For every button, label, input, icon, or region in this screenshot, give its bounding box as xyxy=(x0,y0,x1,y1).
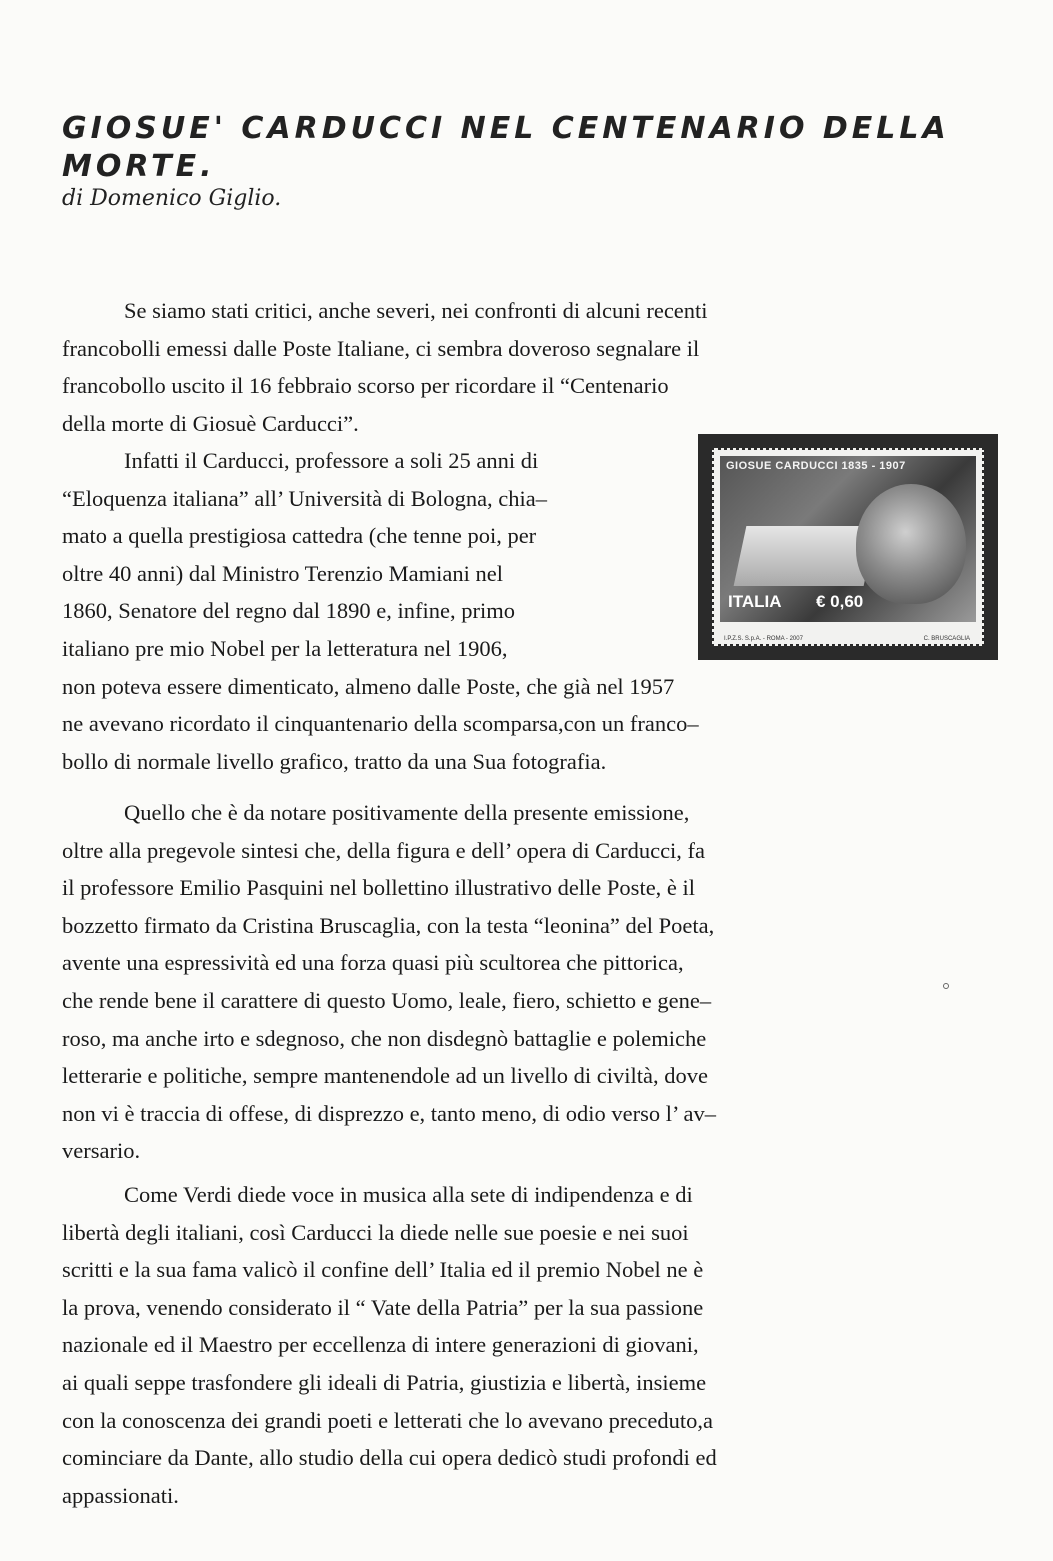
text-line: versario. xyxy=(62,1138,141,1164)
text-line: oltre alla pregevole sintesi che, della figura e dell’ opera di Carducci, fa xyxy=(62,837,706,863)
text-line: cominciare da Dante, allo studio della cui opera dedicò studi profondi ed xyxy=(62,1445,717,1471)
stamp-frame xyxy=(712,448,984,646)
paragraph-3 xyxy=(62,794,716,1170)
text-line: francobolli emessi dalle Poste Italiane, ci sembra doveroso segnalare il xyxy=(62,335,700,361)
text-line: con la conoscenza dei grandi poeti e letterati che lo avevano preceduto,a xyxy=(62,1407,713,1433)
text-line: libertà degli italiani, così Carducci la diede nelle sue poesie e nei suoi xyxy=(62,1219,689,1245)
scan-speck xyxy=(943,983,949,989)
text-line: Come Verdi diede voce in musica alla sete di indipendenza e di xyxy=(124,1182,693,1207)
text-line: della morte di Giosuè Carducci”. xyxy=(62,410,359,436)
text-line: letterarie e politiche, sempre mantenendole ad un livello di civiltà, dove xyxy=(62,1063,709,1089)
text-line: “Eloquenza italiana” all’ Università di Bologna, chia– xyxy=(62,485,548,511)
article-title: GIOSUE' CARDUCCI NEL CENTENARIO DELLA MORTE. xyxy=(62,111,950,184)
stamp-country: ITALIA xyxy=(728,592,782,611)
text-line: italiano pre mio Nobel per la letteratura nel 1906, xyxy=(62,635,508,661)
text-line: Infatti il Carducci, professore a soli 25 anni di xyxy=(124,448,539,473)
book-illustration xyxy=(734,526,877,586)
text-line: Quello che è da notare positivamente della presente emissione, xyxy=(124,800,690,825)
text-line: oltre 40 anni) dal Ministro Terenzio Mamiani nel xyxy=(62,560,504,586)
text-line: francobollo uscito il 16 febbraio scorso per ricordare il “Centenario xyxy=(62,373,669,399)
paragraph-2 xyxy=(62,442,699,780)
stamp-printer-credit: I.P.Z.S. S.p.A. - ROMA - 2007 xyxy=(724,636,803,642)
text-line: ne avevano ricordato il cinquantenario della scomparsa,con un franco– xyxy=(62,711,699,737)
text-line: nazionale ed il Maestro per eccellenza di intere generazioni di giovani, xyxy=(62,1332,699,1358)
text-line: 1860, Senatore del regno dal 1890 e, infine, primo xyxy=(62,598,516,624)
paragraph-1 xyxy=(62,292,708,442)
text-line: bollo di normale livello grafico, tratto da una Sua fotografia. xyxy=(62,748,607,774)
paragraph-4 xyxy=(62,1176,717,1514)
poet-head-illustration xyxy=(856,484,966,604)
text-line: ai quali seppe trasfondere gli ideali di Patria, giustizia e libertà, insieme xyxy=(62,1369,707,1395)
text-line: il professore Emilio Pasquini nel bollettino illustrativo delle Poste, è il xyxy=(62,875,696,901)
text-line: scritti e la sua fama valicò il confine dell’ Italia ed il premio Nobel ne è xyxy=(62,1257,704,1283)
text-line: non poteva essere dimenticato, almeno dalle Poste, che già nel 1957 xyxy=(62,673,675,699)
article-author: di Domenico Giglio. xyxy=(62,186,282,211)
stamp-value: € 0,60 xyxy=(816,592,864,611)
text-line: roso, ma anche irto e sdegnoso, che non disdegnò battaglie e polemiche xyxy=(62,1025,707,1051)
carducci-portrait-image xyxy=(720,456,976,622)
postage-stamp xyxy=(698,434,998,660)
text-line: bozzetto firmato da Cristina Bruscaglia, con la testa “leonina” del Poeta, xyxy=(62,912,715,938)
stamp-designer-credit: C. BRUSCAGLIA xyxy=(923,636,970,642)
text-line: la prova, venendo considerato il “ Vate della Patria” per la sua passione xyxy=(62,1294,704,1320)
text-line: che rende bene il carattere di questo Uomo, leale, fiero, schietto e gene– xyxy=(62,987,712,1013)
text-line: avente una espressività ed una forza quasi più scultorea che pittorica, xyxy=(62,950,684,976)
stamp-caption: GIOSUE CARDUCCI 1835 - 1907 xyxy=(726,460,906,472)
text-line: non vi è traccia di offese, di disprezzo e, tanto meno, di odio verso l’ av– xyxy=(62,1100,716,1126)
text-line: Se siamo stati critici, anche severi, nei confronti di alcuni recenti xyxy=(124,298,708,323)
text-line: mato a quella prestigiosa cattedra (che tenne poi, per xyxy=(62,523,537,549)
text-line: appassionati. xyxy=(62,1482,179,1508)
